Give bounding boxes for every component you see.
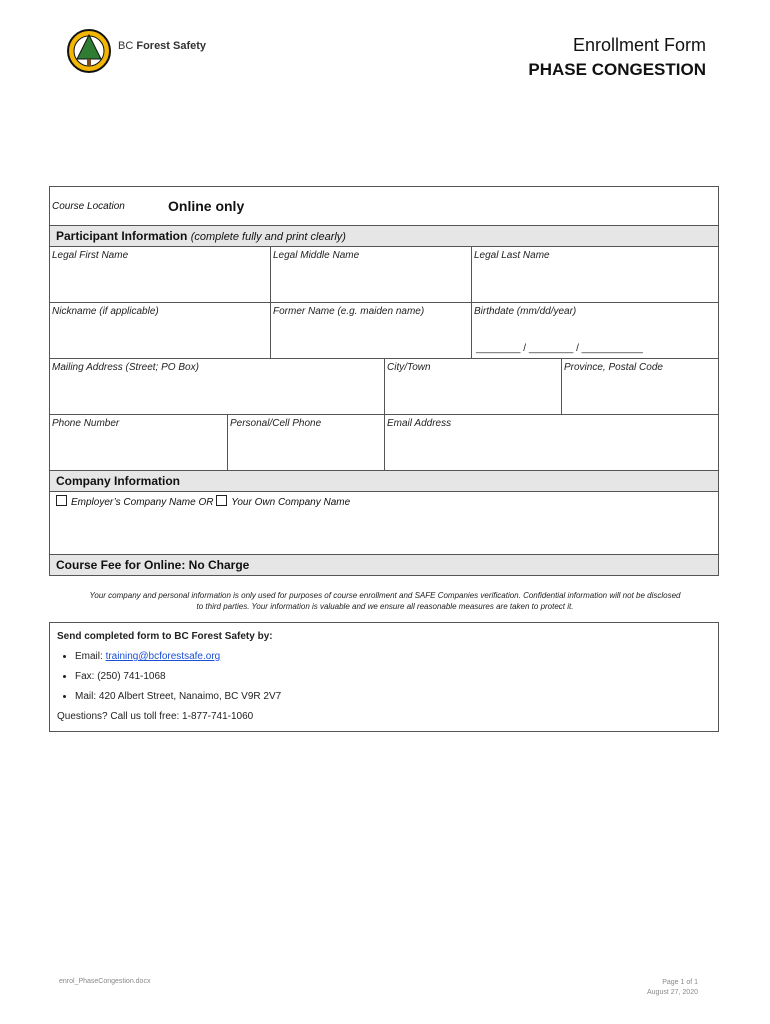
name-row	[50, 246, 718, 302]
send-heading: Send completed form to BC Forest Safety by:	[57, 631, 273, 642]
form-title: Enrollment Form	[572, 35, 706, 55]
list-item: • Fax: (250) 741-1068	[75, 671, 711, 682]
email-address-field[interactable]: Email Address	[384, 415, 718, 470]
participant-section-header: Participant Information (complete fully and print clearly)	[50, 225, 718, 246]
legal-first-name-field[interactable]: Legal First Name	[52, 250, 129, 261]
legal-middle-name-field[interactable]: Legal Middle Name	[270, 247, 471, 302]
form-subtitle: PHASE CONGESTION	[528, 60, 706, 79]
birthdate-blank: ________ / ________ / ___________	[476, 343, 643, 354]
list-item: • Email: training@bcforestsafe.org	[75, 651, 711, 662]
own-company-checkbox[interactable]	[216, 495, 227, 506]
own-company-option-label: Your Own Company Name	[231, 497, 351, 508]
address-row	[50, 358, 718, 414]
cell-phone-field[interactable]: Personal/Cell Phone	[227, 415, 384, 470]
mailing-address-field[interactable]: Mailing Address (Street; PO Box)	[52, 362, 199, 373]
company-row	[50, 491, 718, 554]
email-link[interactable]: training@bcforestsafe.org	[105, 651, 221, 662]
company-section-header: Company Information	[50, 470, 718, 491]
former-name-field[interactable]: Former Name (e.g. maiden name)	[270, 303, 471, 358]
privacy-notice: Your company and personal information is only used for purposes of course enrollment and SAFE Companies verification. Confidential information will not be disclosed to third parties. Your information is valuable and we ensure all reasonable measures are taken to protect it.	[89, 591, 681, 611]
footer-filename: enrol_PhaseCongestion.docx	[59, 978, 151, 985]
course-location-value: Online only	[168, 198, 245, 214]
employer-checkbox[interactable]	[56, 495, 67, 506]
phone-row	[50, 414, 718, 470]
or-text: OR	[198, 497, 214, 508]
city-field[interactable]: City/Town	[384, 359, 561, 414]
employer-option-label: Employer’s Company Name	[71, 497, 196, 508]
logo-text: BC Forest Safety	[118, 40, 207, 52]
birthdate-field[interactable]	[471, 303, 718, 358]
footer-page-info: Page 1 of 1 August 27, 2020	[647, 979, 698, 996]
nickname-row	[50, 302, 718, 358]
questions-text: Questions? Call us toll free: 1-877-741-1060	[57, 711, 254, 722]
course-location-row	[50, 187, 718, 225]
phone-number-field[interactable]: Phone Number	[52, 418, 120, 429]
nickname-field[interactable]: Nickname (if applicable)	[52, 306, 159, 317]
send-instructions-box	[49, 622, 719, 732]
send-methods-list	[57, 651, 711, 702]
province-postal-field[interactable]: Province, Postal Code	[561, 359, 718, 414]
list-item: • Mail: 420 Albert Street, Nanaimo, BC V9R 2V7	[75, 691, 711, 702]
bc-forest-safety-logo	[66, 28, 112, 74]
birthdate-label: Birthdate (mm/dd/year)	[474, 306, 577, 317]
course-fee-header: Course Fee for Online: No Charge	[50, 554, 718, 575]
course-location-label: Course Location	[52, 200, 125, 212]
legal-last-name-field[interactable]: Legal Last Name	[471, 247, 718, 302]
enrollment-form	[49, 186, 719, 576]
